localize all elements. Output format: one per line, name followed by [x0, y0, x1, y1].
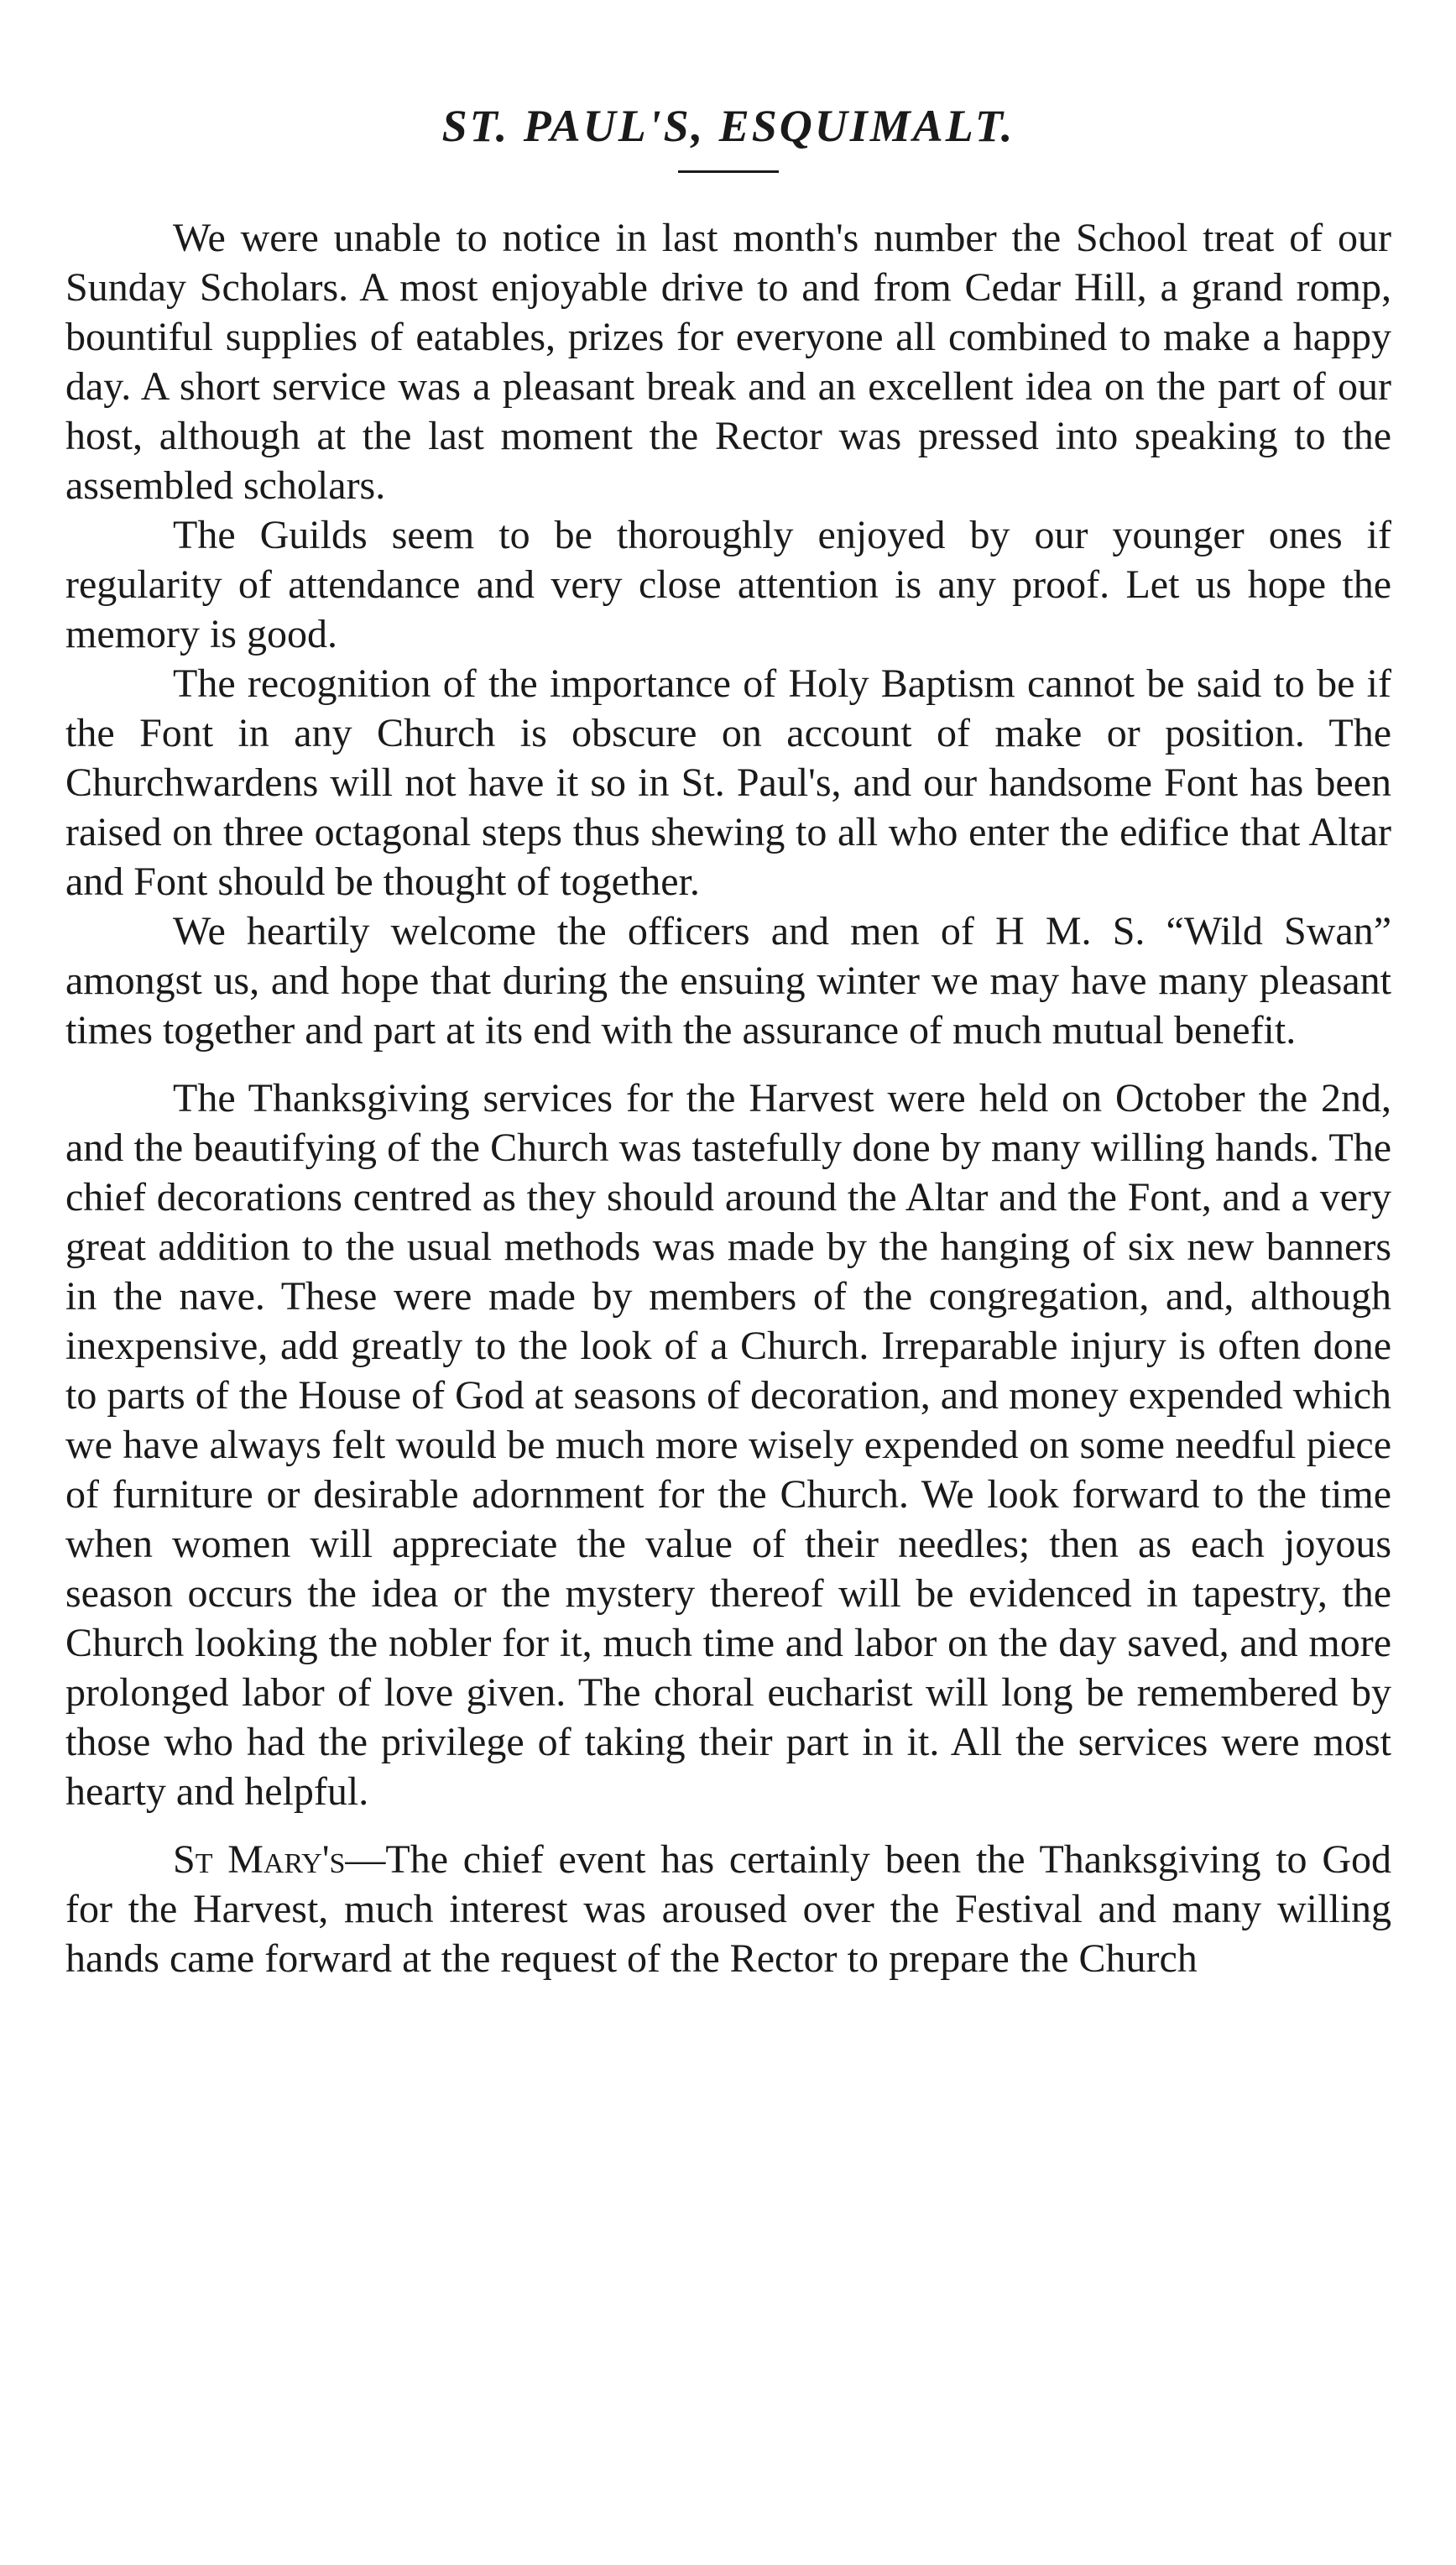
- paragraph-guilds: The Guilds seem to be thoroughly enjoyed by our younger ones if regularity of attendance and very close attention is any proof. Let us hope the memory is good.: [65, 512, 1391, 656]
- article: [65, 99, 1391, 1983]
- article-title: ST. PAUL'S, ESQUIMALT.: [441, 101, 1015, 151]
- paragraph-harvest-thanksgiving: The Thanksgiving services for the Harvest were held on October the 2nd, and the beautifying of the Church was tastefully done by many willing hands. The chief decorations centred as they should around the Altar and the Font, and a very great addition to the usual methods was made by the hanging of six new banners in the nave. These were made by members of the congregation, and, although inexpensive, add greatly to the look of a Church. Irreparable injury is often done to parts of the House of God at seasons of decoration, and money expended which we have always felt would be much more wisely expended on some needful piece of furniture or desirable adornment for the Church. We look forward to the time when women will appreciate the value of their needles; then as each joyous season occurs the idea or the mystery thereof will be evidenced in tapestry, the Church looking the nobler for it, much time and labor on the day saved, and more prolonged labor of love given. The choral eucharist will long be remembered by those who had the privilege of taking their part in it. All the services were most hearty and helpful.: [65, 1075, 1391, 1814]
- title-rule: [678, 170, 779, 173]
- paragraph-school-treat: We were unable to notice in last month's number the School treat of our Sunday Scholars. A most enjoyable drive to and from Cedar Hill, a grand romp, bountiful supplies of eatables, prizes for everyone all combined to make a happy day. A short service was a pleasant break and an excellent idea on the part of our host, although at the last moment the Rector was pressed into speaking to the assembled scholars.: [65, 215, 1391, 508]
- st-marys-text: —The chief event has certainly been the Thanksgiving to God for the Harvest, much interest was aroused over the Festival and many willing hands came forward at the request of the Rector to prepare the Church: [65, 1836, 1391, 1981]
- paragraph-wild-swan: We heartily welcome the officers and men of H M. S. “Wild Swan” amongst us, and hope that during the ensuing winter we may have many pleasant times together and part at its end with the assurance of much mutual benefit.: [65, 908, 1391, 1053]
- paragraph-baptism-font: The recognition of the importance of Holy Baptism cannot be said to be if the Font in any Church is obscure on account of make or position. The Churchwardens will not have it so in St. Paul's, and our handsome Font has been raised on three octagonal steps thus shewing to all who enter the edifice that Altar and Font should be thought of together.: [65, 661, 1391, 904]
- paragraph-st-marys: [65, 1835, 1391, 1983]
- st-marys-heading: St Mary's: [173, 1836, 346, 1882]
